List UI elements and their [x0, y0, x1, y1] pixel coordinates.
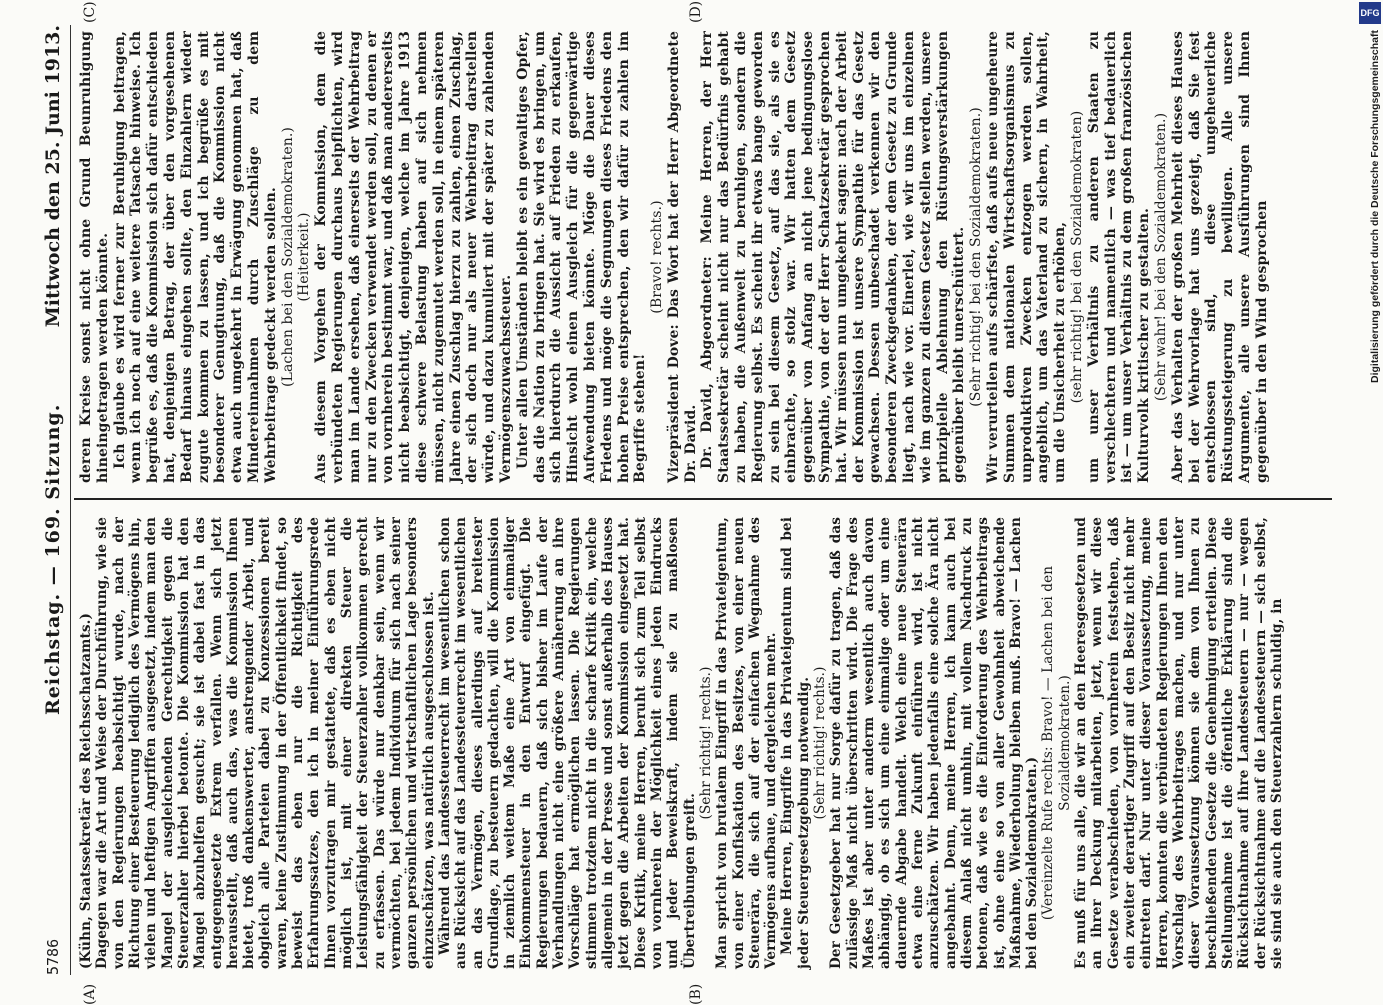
margin-mark-a: (A)	[82, 983, 98, 1005]
stage-direction: (sehr richtig! bei den Sozialdemokraten)	[1069, 110, 1086, 404]
paragraph: Ich glaube es wird ferner zur Beruhigung beitragen, wenn ich noch auf eine weitere Tatsache hinweise. Ich begrüße es, daß die Kommission sich dafür entschieden hat, denjenigen Betrag, der über den vorgesehenen Bedarf hinaus eingehen sollte, den Einzahlern wieder zugute kommen zu lassen, und ich begrüße es mit besonderer Genugtuung, daß die Kommission nicht etwa auch umgekehrt in Erwägung genommen hat, daß Mindereinnahmen durch Zuschläge zu dem Wehrbeitrage gedeckt werden sollen.	[111, 31, 279, 483]
rotated-page	[40, 0, 1340, 1005]
paragraph: Man spricht von brutalem Eingriff in das Privateigentum, von einer Konfiskation des Besitzes, von einer neuen Steuerära, die sich auf der einfachen Wegnahme des Vermögens aufbaue, und dergleichen mehr.	[714, 517, 780, 969]
stage-direction: (Sehr richtig! rechts.)	[812, 666, 829, 820]
margin-mark-c: (C)	[82, 1, 98, 23]
paragraph: Es muß für uns alle, die wir an den Heeresgesetzen und an ihrer Deckung mitarbeiten, jetzt, wenn wir diese Gesetze verabschieden, von vornherein feststehen, daß ein zweiter derartiger Zugriff auf den Besitz nicht mehr eintreten darf. Nur unter dieser Voraussetzung, meine Herren, konnten die verbündeten Regierungen Ihnen den Vorschlag des Wehrbeitrages machen, und nur unter dieser Voraussetzung können sie dem von Ihnen zu beschließenden Gesetze die Genehmigung erteilen. Diese Stellungnahme ist die öffentliche Erklärung sind die Rücksichtnahme auf ihre Landessteuern — nur — wegen der Rücksichtnahme auf die Landessteuern — sich selbst, sie sind sie auch den Steuerzahlern schuldig, in	[1073, 517, 1285, 969]
paragraph: Dr. David, Abgeordneter: Meine Herren, der Herr Staatssekretär scheint nicht nur das Bedürfnis gehabt zu haben, die Außenwelt zu beruhigen, sondern die Regierung selbst. Es scheint ihr etwas bange geworden zu sein bei diesem Gesetz, auf das sie, als sie es einbrachte, so stolz war. Wir hatten dem Gesetz gegenüber von Anfang an nicht jene bedingungslose Sympathie, von der der Herr Schatzsekretär gesprochen hat. Wir müssen nun umgekehrt sagen: nach der Arbeit der Kommission ist unsere Sympathie für das Gesetz gewachsen. Dessen unbeschadet verkennen wir den besonderen Zweckgedanken, der dem Gesetz zu Grunde liegt, nach wie vor. Einerlei, wie wir uns im einzelnen wie im ganzen zu diesem Gesetz stellen werden, unsere prinzipielle Ablehnung den Rüstungsverstärkungen gegenüber bleibt unerschüttert.	[699, 31, 968, 483]
paragraph: Der Gesetzgeber hat nur Sorge dafür zu tragen, daß das zulässige Maß nicht überschritten wird. Die Frage des Maßes ist aber unter anderm wesentlich auch davon abhängig, ob es sich um eine einmalige oder um eine dauernde Abgabe handelt. Welch eine neue Steuerära etwa eine ferne Zukunft einführen wird, ist nicht anzuschätzen. Wir haben jedenfalls eine solche Ära nicht angebahnt. Denn, meine Herren, ich kann auch bei diesem Anlaß nicht umhin, mit vollem Nachdruck zu betonen, daß wie es die Einforderung des Wehrbeitrags ist, ohne eine so von aller Gewohnheit abweichende Maßnahme, Wiederholung bleiben muß. Bravo! — Lachen bei den Sozialdemokraten.)	[828, 517, 1041, 969]
header-title: Reichstag. — 169. Sitzung.	[42, 403, 64, 715]
left-column	[78, 517, 1285, 969]
page-number: 5786	[44, 938, 62, 975]
page-header	[42, 25, 70, 975]
margin-mark-d: (D)	[688, 0, 704, 23]
paragraph: Aus diesem Vorgehen der Kommission, dem die verbündeten Regierungen durchaus beipflichten, wird man im Lande ersehen, daß einerseits der Wehrbeitrag nur zu den Zwecken verwendet werden soll, zu denen er von vornherein bestimmt war, und daß man andererseits nicht beabsichtigt, denjenigen, welche im Jahre 1913 diese schwere Belastung haben auf sich nehmen müssen, nicht zugemutet werden soll, in einem späteren Jahre einen Zuschlag hierzu zu zahlen, einen Zuschlag, der sich doch nur als neuer Wehrbeitrag darstellen würde, und dazu kumuliert mit der später zu zahlenden Vermögenszuwachssteuer.	[313, 31, 514, 483]
margin-mark-b: (B)	[688, 983, 704, 1005]
digitization-credit: Digitalisierung gefördert durch die Deutsche Forschungsgemeinschaft	[1369, 30, 1381, 383]
right-column	[78, 31, 1271, 483]
paragraph: um unser Verhältnis zu anderen Staaten zu verschlechtern und namentlich — was tief bedauerlich ist — um unser Verhältnis zu dem großen französischen Kulturvolk kritischer zu gestalten.	[1085, 31, 1153, 483]
paragraph: Unter allen Umständen bleibt es ein gewaltiges Opfer, das die Nation zu bringen hat. Sie wird es bringen, um sich hierdurch die Aussicht auf Frieden zu erkaufen, Hinsicht wohl einen Ausgleich für die gegenwärtige Aufwendung bieten könnte. Möge die Dauer dieses Friedens und möge die Segnungen dieses Friedens den hohen Preise entsprechen, den wir dafür zu zahlen im Begriffe stehen!	[514, 31, 649, 483]
stage-direction: (Sehr wahr! bei den Sozialdemokraten.)	[1153, 112, 1169, 402]
header-rule	[70, 25, 71, 975]
dfg-logo: DFG	[1359, 2, 1381, 24]
paragraph: (Kühn, Staatssekretär des Reichsschatzamts.)	[78, 613, 94, 969]
paragraph: Wir verurteilen aufs schärfste, daß aufs neue ungeheure Summen dem nationalen Wirtschaftsorganismus zu unproduktiven Zwecken entzogen werden sollen, angeblich, um das Vaterland zu sichern, in Wahrheit, um die Unsicherheit zu erhöhen,	[985, 31, 1069, 483]
stage-direction: (Lachen bei den Sozialdemokraten.)	[279, 127, 296, 388]
paragraph: Aber das Verhalten der großen Mehrheit dieses Hauses bei der Wehrvorlage hat uns gezeigt, daß Sie fest entschlossen sind, diese ungeheuerliche Rüstungssteigerung zu bewilligen. Alle unsere Argumente, alle unsere Ausführungen sind Ihnen gegenüber in den Wind gesprochen	[1169, 31, 1270, 483]
paragraph: Meine Herren, Eingriffe in das Privateigentum sind bei jeder Steuergesetzgebung notwendig.	[779, 517, 812, 969]
column-divider	[74, 498, 1332, 500]
stage-direction: (Vereinzelte Rufe rechts: Bravo! — Lachen bei den Sozialdemokraten.)	[1040, 565, 1073, 921]
paragraph: Vizepräsident Dove: Das Wort hat der Herr Abgeordnete Dr. David.	[665, 31, 699, 483]
stage-direction: (Heiterkeit.)	[296, 212, 313, 302]
paragraph: Dagegen war die Art und Weise der Durchführung, wie sie von den Regierungen beabsichtigt wurde, nach der Richtung einer Besteuerung lediglich des Vermögens hin, vielen und heftigen Angriffen ausgesetzt, indem man den Mangel der ausgleichenden Gerechtigkeit gegen die Steuerzahler hierbei betonte. Die Kommission hat den Mangel abzuhelfen gesucht; sie ist dabei fast in das entgegengesetzte Extrem verfallen. Wenn sich jetzt herausstellt, daß auch das, was die Kommission Ihnen bietet, troß dankenswerter, anstrengender Arbeit, und obgleich alle Parteien dabei zu Konzessionen bereit waren, keine Zustimmung in der Öffentlichkeit findet, so beweist das eben nur die Richtigkeit des Erfahrungssatzes, den ich in meiner Einführungsrede Ihnen vorzutragen mir gestattete, daß es eben nicht möglich ist, mit einer direkten Steuer die Leistungsfähigkeit der Steuerzahler vollkommen gerecht zu erfassen. Das würde nur denkbar sein, wenn wir vermöchten, bei jedem Individuum für sich nach seiner ganzen persönlichen und wirtschaftlichen Lage besonders einzuschätzen, was natürlich ausgeschlossen ist.	[94, 517, 437, 969]
paragraph: Während das Landessteuerrecht im wesentlichen schon aus Rücksicht auf das Landessteuerrecht im wesentlichen an das Vermögen, dieses allerdings auf breitester Grundlage, zu besteuern gedachten, will die Kommission in ziemlich weitem Maße eine Art von einmaliger Einkommensteuer in den Entwurf eingefügt. Die Regierungen bedauern, daß sich bisher im Laufe der Verhandlungen nicht eine größere Annäherung an ihre Vorschläge hat ermöglichen lassen. Die Regierungen stimmen trotzdem nicht in die scharfe Kritik ein, welche allgemein in der Presse und sonst außerhalb des Hauses jetzt gegen die Arbeiten der Kommission eingesetzt hat. Diese Kritik, meine Herren, beruht sich zum Teil selbst von vornherein der Möglichkeit eines jeden Eindrucks und jeder Beweiskraft, indem sie zu maßlosen Übertreibungen greift.	[436, 517, 698, 969]
header-date: Mittwoch den 25. Juni 1913.	[42, 25, 64, 328]
paragraph: deren Kreise sonst nicht ohne Grund Beunruhigung hineingetragen werden könnte.	[78, 31, 111, 483]
stage-direction: (Sehr richtig! bei den Sozialdemokraten.)	[968, 107, 985, 407]
stage-direction: (Bravo! rechts.)	[649, 200, 666, 314]
stage-direction: (Sehr richtig! rechts.)	[697, 666, 714, 820]
